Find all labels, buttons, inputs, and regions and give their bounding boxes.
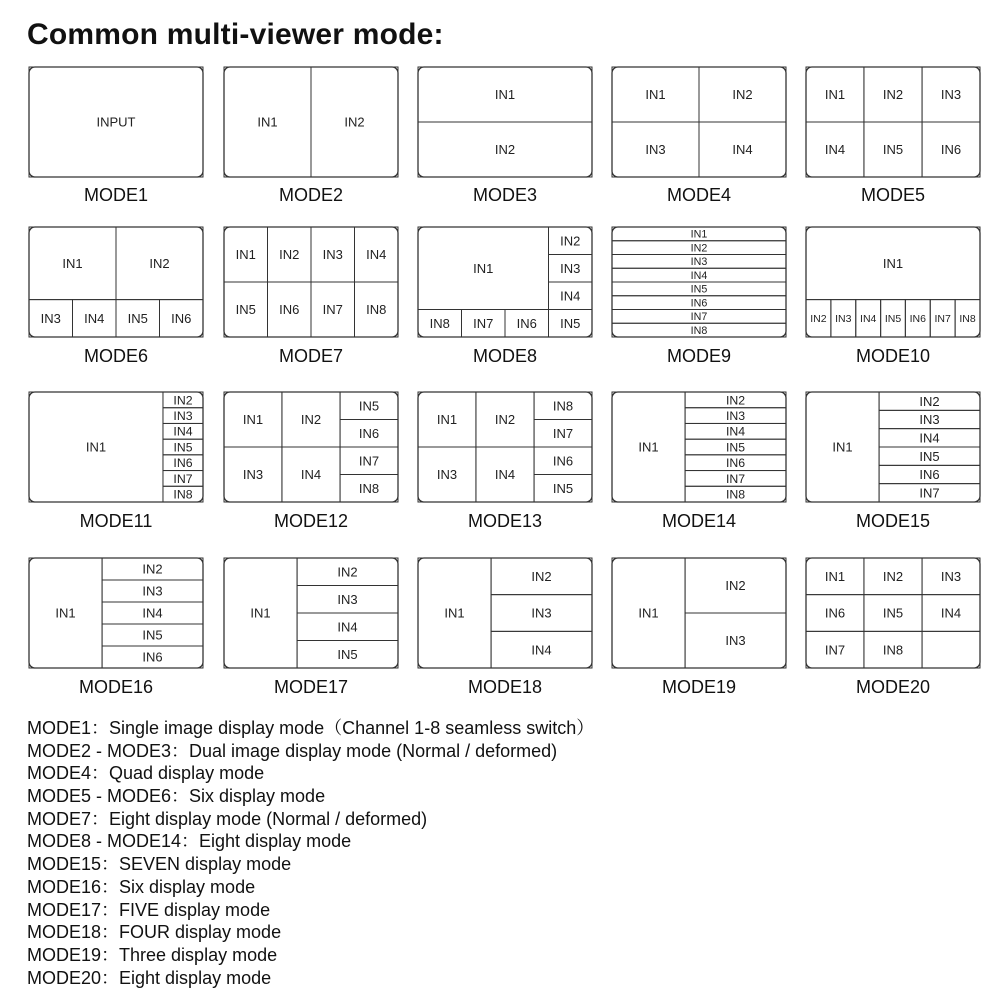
mode-description: MODE8 - MODE14：Eight display mode <box>27 831 352 852</box>
cell-label: IN3 <box>337 591 358 607</box>
cell-label: IN4 <box>494 467 516 483</box>
cell-label: IN5 <box>884 313 902 326</box>
mode-label: MODE11 <box>79 511 153 531</box>
cell-label: IN8 <box>366 302 387 318</box>
mode-label: MODE9 <box>666 346 732 366</box>
cell-label: IN4 <box>84 310 105 326</box>
mode-diagram-1 <box>29 67 203 205</box>
cell-label: IN4 <box>824 142 846 158</box>
cell-label: IN2 <box>882 568 904 584</box>
cell-label: IN5 <box>690 283 708 296</box>
cell-label: IN5 <box>127 310 148 326</box>
mode-diagram-9 <box>612 227 786 366</box>
cell-label: IN7 <box>824 642 846 658</box>
cell-label: IN8 <box>690 324 708 337</box>
cell-label: IN3 <box>725 633 746 649</box>
cell-label: IN7 <box>473 315 494 331</box>
cell-label: IN7 <box>934 313 951 326</box>
cell-label: IN8 <box>173 487 193 502</box>
cell-label: IN2 <box>494 412 516 428</box>
mode-label: MODE14 <box>661 511 737 531</box>
cell-label: IN2 <box>725 578 746 594</box>
cell-label: IN1 <box>824 87 846 103</box>
mode-description: MODE17：FIVE display mode <box>27 899 271 920</box>
cell-label: IN6 <box>142 649 163 665</box>
cell-label: IN2 <box>560 233 581 249</box>
cell-label: IN7 <box>322 302 343 318</box>
cell-label: IN1 <box>824 568 846 584</box>
cell-label: IN7 <box>690 311 708 324</box>
page-title: Common multi-viewer mode: <box>27 18 444 51</box>
mode-label: MODE18 <box>467 677 543 697</box>
cell-label: IN5 <box>726 440 746 455</box>
cell-label: IN4 <box>300 467 322 483</box>
cell-label: IN2 <box>173 393 193 408</box>
cell-label: IN5 <box>358 398 380 414</box>
cell-label: IN1 <box>250 605 271 621</box>
cell-label: IN8 <box>959 313 976 326</box>
mode-label: MODE16 <box>78 677 154 697</box>
mode-label: MODE7 <box>278 346 344 366</box>
cell-label: IN4 <box>725 424 746 439</box>
mode-diagram-20 <box>806 558 980 697</box>
cell-label: IN6 <box>552 453 574 469</box>
cell-label: IN7 <box>552 425 574 441</box>
cell-label: IN8 <box>882 642 904 658</box>
cell-label: IN6 <box>725 456 746 471</box>
cell-label: IN2 <box>279 247 300 263</box>
cell-label: IN3 <box>919 412 940 428</box>
cell-label: IN5 <box>552 480 574 496</box>
cell-label: IN6 <box>173 456 193 471</box>
cell-label: IN3 <box>436 467 458 483</box>
cell-label: IN3 <box>940 87 962 103</box>
mode-description: MODE2 - MODE3：Dual image display mode (Normal / deformed) <box>27 740 558 761</box>
cell-label: IN2 <box>810 313 827 326</box>
mode-label: MODE4 <box>666 185 732 205</box>
mode-diagram-12 <box>224 392 398 531</box>
cell-label: IN1 <box>85 439 107 455</box>
cell-label: IN1 <box>638 439 659 455</box>
cell-label: IN7 <box>725 471 746 486</box>
cell-label: IN8 <box>429 315 450 331</box>
mode-diagram-8 <box>418 227 592 366</box>
cell-label: IN2 <box>531 568 552 584</box>
mode-description-list <box>27 717 594 989</box>
cell-label: IN1 <box>55 605 76 621</box>
mode-label: MODE1 <box>83 185 149 205</box>
cell-label: IN8 <box>358 480 380 496</box>
cell-label: IN5 <box>142 627 163 643</box>
cell-label: IN4 <box>690 269 708 282</box>
cell-label: IN6 <box>171 310 192 326</box>
cell-label: IN3 <box>531 605 552 621</box>
mode-diagram-15 <box>806 392 980 531</box>
cell-label: IN1 <box>257 114 278 130</box>
mode-diagram-5 <box>806 67 980 205</box>
cell-label: IN5 <box>919 448 940 464</box>
cell-label: IN6 <box>919 467 940 483</box>
mode-description: MODE16：Six display mode <box>27 876 256 897</box>
cell-label: IN1 <box>645 87 666 103</box>
cell-label: IN2 <box>882 87 904 103</box>
mode-diagram-18 <box>418 558 592 697</box>
mode-description: MODE20：Eight display mode <box>27 967 272 988</box>
cell-label: IN7 <box>358 453 380 469</box>
cell-label: IN4 <box>173 424 193 439</box>
mode-description: MODE19：Three display mode <box>27 944 278 965</box>
cell-label: IN3 <box>173 409 193 424</box>
cell-label: IN3 <box>645 142 666 158</box>
mode-label: MODE19 <box>661 677 737 697</box>
mode-diagram-16 <box>29 558 203 697</box>
mode-diagram-13 <box>418 392 592 531</box>
cell-label: IN2 <box>142 561 163 577</box>
mode-diagram-3 <box>418 67 592 205</box>
mode-diagram-7 <box>224 227 398 366</box>
cell-label: IN4 <box>531 642 552 658</box>
cell-label: IN1 <box>62 255 83 271</box>
cell-label: IN3 <box>242 467 264 483</box>
mode-label: MODE12 <box>273 511 349 531</box>
cell-label: IN7 <box>173 471 193 486</box>
cell-label: IN2 <box>732 87 753 103</box>
mode-diagram-19 <box>612 558 786 697</box>
cell-label: IN6 <box>824 605 846 621</box>
cell-label: INPUT <box>96 114 136 130</box>
mode-description: MODE18：FOUR display mode <box>27 922 282 943</box>
cell-label: IN8 <box>725 487 746 502</box>
cell-label: IN3 <box>725 409 746 424</box>
cell-label: IN1 <box>638 605 659 621</box>
cell-label: IN6 <box>909 313 926 326</box>
mode-diagram-14 <box>612 392 786 531</box>
mode-label: MODE8 <box>472 346 538 366</box>
cell-label: IN4 <box>366 247 387 263</box>
mode-description: MODE4：Quad display mode <box>27 763 265 784</box>
mode-diagram-10 <box>806 227 980 366</box>
mode-label: MODE15 <box>855 511 931 531</box>
mode-label: MODE10 <box>855 346 931 366</box>
cell-label: IN5 <box>173 440 193 455</box>
mode-description: MODE1：Single image display mode（Channel 1-8 seamless switch） <box>27 718 595 738</box>
cell-label: IN1 <box>242 412 264 428</box>
mode-description: MODE5 - MODE6：Six display mode <box>27 786 326 807</box>
mode-label: MODE5 <box>860 185 926 205</box>
cell-label: IN2 <box>149 255 170 271</box>
cell-label: IN1 <box>832 439 853 455</box>
cell-label: IN5 <box>337 646 358 662</box>
cell-label: IN1 <box>436 412 458 428</box>
cell-label: IN2 <box>337 564 358 580</box>
cell-label: IN1 <box>882 255 904 271</box>
cell-label: IN2 <box>919 393 940 409</box>
mode-diagram-2 <box>224 67 398 205</box>
mode-diagram-6 <box>29 227 203 366</box>
cell-label: IN1 <box>690 228 708 241</box>
cell-label: IN4 <box>142 605 163 621</box>
cell-label: IN5 <box>882 605 904 621</box>
mode-description: MODE15：SEVEN display mode <box>27 854 292 875</box>
cell-label: IN1 <box>444 605 465 621</box>
cell-label: IN3 <box>322 247 343 263</box>
cell-label: IN4 <box>337 619 358 635</box>
cell-label: IN1 <box>494 87 516 103</box>
cell-label: IN6 <box>690 297 708 310</box>
cell-label: IN4 <box>919 430 940 446</box>
mode-diagram-17 <box>224 558 398 697</box>
mode-label: MODE17 <box>273 677 349 697</box>
cell-label: IN2 <box>344 114 365 130</box>
cell-label: IN3 <box>40 310 61 326</box>
cell-label: IN1 <box>473 260 494 276</box>
cell-label: IN6 <box>940 142 962 158</box>
cell-label: IN2 <box>494 142 516 158</box>
cell-label: IN3 <box>690 256 708 269</box>
mode-cell <box>922 631 980 668</box>
cell-label: IN3 <box>940 568 962 584</box>
mode-label: MODE13 <box>467 511 543 531</box>
cell-label: IN7 <box>919 485 940 501</box>
mode-label: MODE20 <box>855 677 931 697</box>
cell-label: IN6 <box>358 425 380 441</box>
cell-label: IN5 <box>560 315 581 331</box>
cell-label: IN2 <box>690 242 708 255</box>
cell-label: IN4 <box>560 288 581 304</box>
mode-diagram-11 <box>29 392 203 531</box>
cell-label: IN4 <box>732 142 753 158</box>
mode-description: MODE7：Eight display mode (Normal / deformed) <box>27 808 428 829</box>
cell-label: IN6 <box>516 315 537 331</box>
cell-label: IN4 <box>860 313 877 326</box>
cell-label: IN6 <box>279 302 300 318</box>
cell-label: IN5 <box>882 142 904 158</box>
cell-label: IN5 <box>235 302 256 318</box>
cell-label: IN8 <box>552 398 574 414</box>
cell-label: IN2 <box>725 393 746 408</box>
mode-label: MODE2 <box>278 185 344 205</box>
cell-label: IN1 <box>235 247 256 263</box>
cell-label: IN3 <box>142 583 163 599</box>
cell-label: IN3 <box>560 260 581 276</box>
mode-diagram-4 <box>612 67 786 205</box>
cell-label: IN3 <box>835 313 852 326</box>
mode-label: MODE6 <box>83 346 149 366</box>
cell-label: IN4 <box>940 605 962 621</box>
cell-label: IN2 <box>300 412 322 428</box>
mode-label: MODE3 <box>472 185 538 205</box>
